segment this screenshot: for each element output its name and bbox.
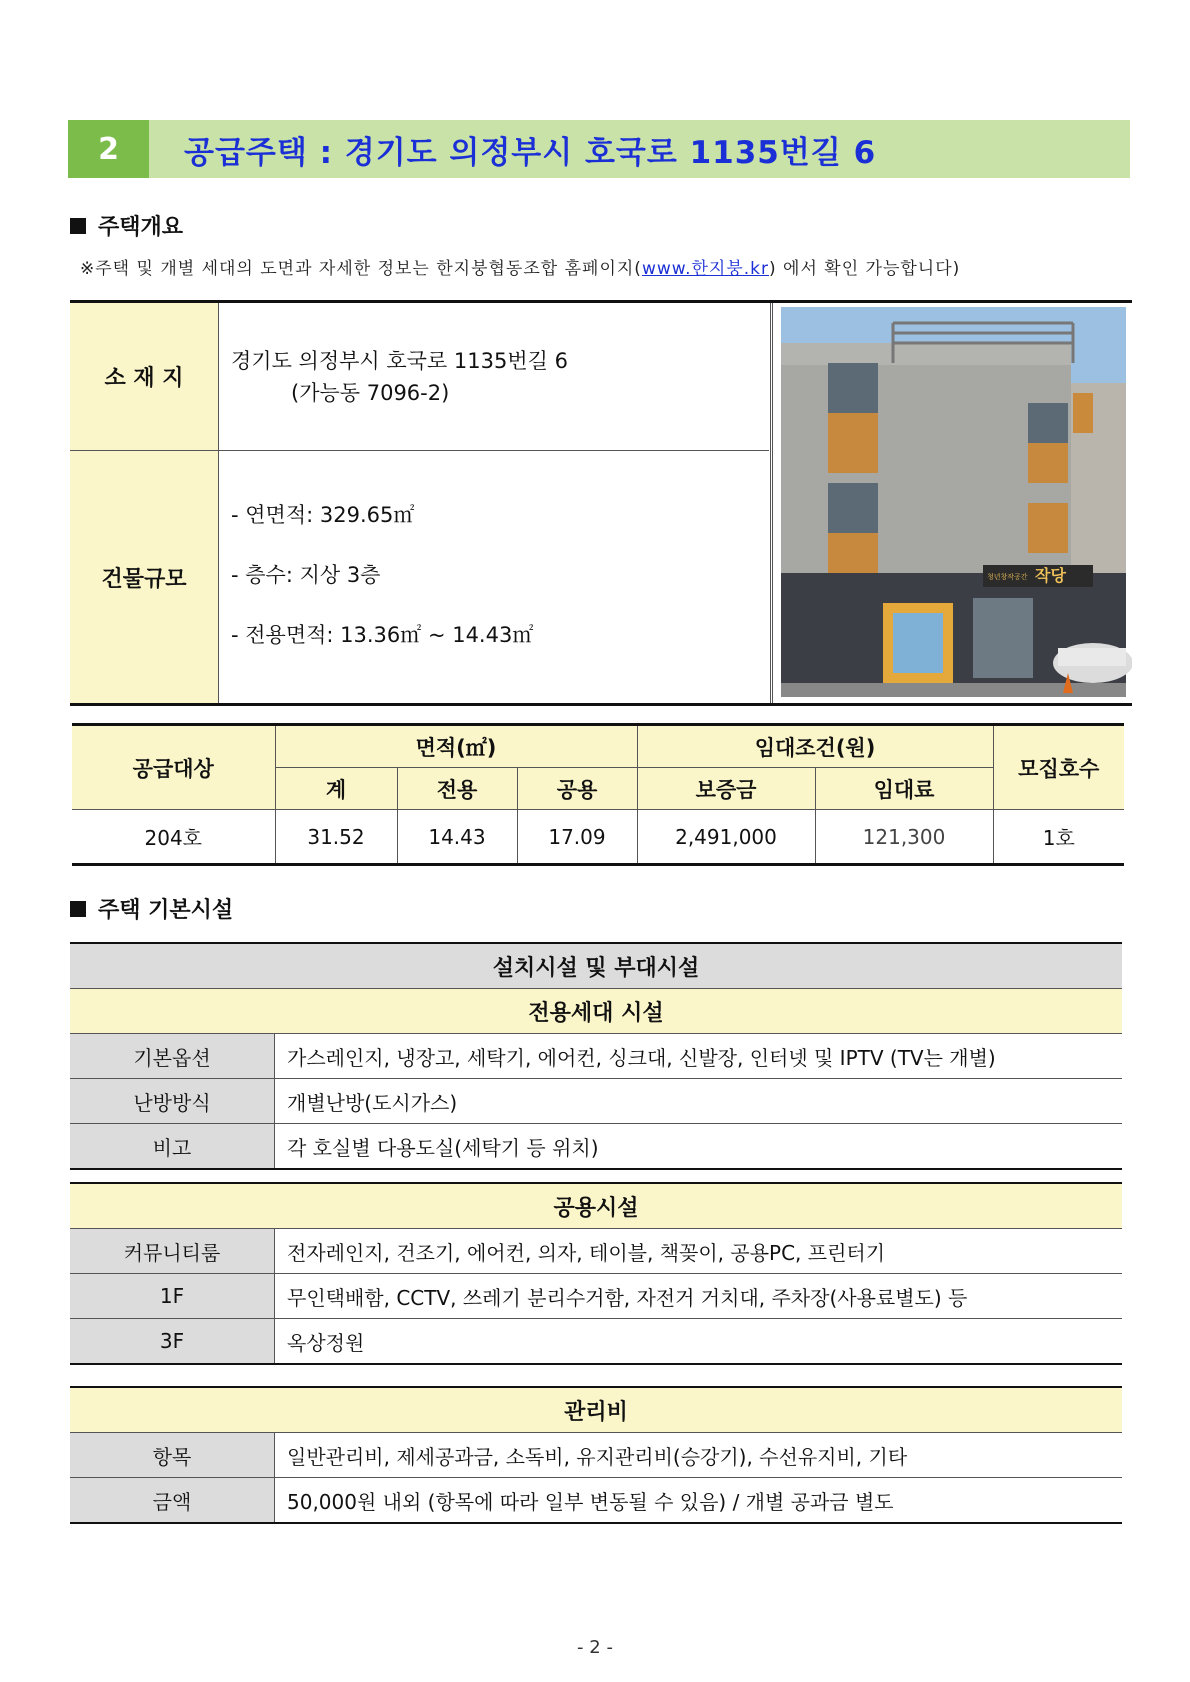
management-fee-title: 관리비 [70, 1387, 1122, 1433]
header-recruit-count: 모집호수 [993, 725, 1124, 810]
scale-item-floors: - 층수: 지상 3층 [231, 563, 381, 587]
row-value: 50,000원 내외 (항목에 따라 일부 변동될 수 있음) / 개별 공과금 별도 [275, 1478, 1123, 1524]
table-row [70, 1433, 1122, 1478]
facility-heading [70, 893, 233, 924]
management-fee-table [70, 1386, 1122, 1524]
table-row [70, 1274, 1122, 1319]
location-value [219, 303, 769, 451]
table-row [70, 1478, 1122, 1524]
table-row [72, 810, 1124, 865]
row-value: 가스레인지, 냉장고, 세탁기, 에어컨, 싱크대, 신발장, 인터넷 및 IPTV (TV는 개별) [275, 1034, 1123, 1079]
location-line1: 경기도 의정부시 호국로 1135번길 6 [231, 349, 568, 373]
building-photo-illustration [773, 303, 1132, 703]
section-number: 2 [68, 120, 149, 178]
table-row [70, 1034, 1122, 1079]
shop-sign-small-text: 청년창작공간 [987, 573, 1028, 581]
scale-item-area: - 연면적: 329.65㎡ [231, 503, 415, 527]
overview-box [70, 300, 1132, 706]
row-value: 옥상정원 [275, 1319, 1123, 1365]
table-row [70, 1229, 1122, 1274]
cell-area-exclusive: 14.43 [397, 810, 517, 865]
header-area-total: 계 [275, 768, 397, 810]
header-supply-target: 공급대상 [72, 725, 275, 810]
table-row [70, 1079, 1122, 1124]
overview-heading-text: 주택개요 [98, 215, 184, 240]
header-rent-conditions: 임대조건(원) [637, 725, 993, 768]
row-key: 금액 [70, 1478, 275, 1524]
location-label: 소 재 지 [70, 303, 219, 451]
private-facility-title: 전용세대 시설 [70, 989, 1122, 1034]
private-facility-table [70, 942, 1122, 1170]
cell-deposit: 2,491,000 [637, 810, 815, 865]
homepage-link[interactable]: www.한지붕.kr [641, 259, 769, 279]
square-bullet-icon [70, 218, 86, 234]
row-value: 개별난방(도시가스) [275, 1079, 1123, 1124]
row-value: 무인택배함, CCTV, 쓰레기 분리수거함, 자전거 거치대, 주차장(사용료별도) 등 [275, 1274, 1123, 1319]
cell-monthly-rent: 121,300 [815, 810, 993, 865]
info-note [80, 254, 960, 279]
table-row [70, 1319, 1122, 1365]
facility-heading-text: 주택 기본시설 [98, 898, 234, 923]
cell-recruit-count: 1호 [993, 810, 1124, 865]
header-monthly-rent: 임대료 [815, 768, 993, 810]
table-row [70, 1124, 1122, 1170]
row-key: 항목 [70, 1433, 275, 1478]
overview-heading [70, 210, 183, 241]
common-facility-table [70, 1182, 1122, 1365]
note-suffix: ) 에서 확인 가능합니다) [769, 259, 961, 279]
shop-sign-text: 작당 [1035, 566, 1066, 585]
scale-item-exclusive-area: - 전용면적: 13.36㎡ ~ 14.43㎡ [231, 623, 534, 647]
building-scale-value [219, 451, 769, 703]
row-key: 커뮤니티룸 [70, 1229, 275, 1274]
square-bullet-icon [70, 901, 86, 917]
row-value: 일반관리비, 제세공과금, 소독비, 유지관리비(승강기), 수선유지비, 기타 [275, 1433, 1123, 1478]
row-key: 비고 [70, 1124, 275, 1170]
row-key: 기본옵션 [70, 1034, 275, 1079]
building-photo [770, 303, 1135, 703]
location-line2: (가능동 7096-2) [291, 381, 450, 405]
header-area-exclusive: 전용 [397, 768, 517, 810]
cell-area-common: 17.09 [517, 810, 637, 865]
row-key: 3F [70, 1319, 275, 1365]
header-area-common: 공용 [517, 768, 637, 810]
title-banner [68, 120, 1130, 178]
header-deposit: 보증금 [637, 768, 815, 810]
building-scale-label: 건물규모 [70, 451, 219, 703]
page-number: - 2 - [577, 1637, 613, 1658]
common-facility-title: 공용시설 [70, 1183, 1122, 1229]
supply-table [72, 723, 1124, 866]
note-prefix: ※주택 및 개별 세대의 도면과 자세한 정보는 한지붕협동조합 홈페이지( [80, 259, 642, 279]
cell-unit: 204호 [72, 810, 275, 865]
row-key: 1F [70, 1274, 275, 1319]
header-area: 면적(㎡) [275, 725, 637, 768]
facility-table-title: 설치시설 및 부대시설 [70, 943, 1122, 989]
row-value: 각 호실별 다용도실(세탁기 등 위치) [275, 1124, 1123, 1170]
cell-area-total: 31.52 [275, 810, 397, 865]
page-title: 공급주택 : 경기도 의정부시 호국로 1135번길 6 [184, 134, 877, 171]
row-value: 전자레인지, 건조기, 에어컨, 의자, 테이블, 책꽂이, 공용PC, 프린터기 [275, 1229, 1123, 1274]
row-key: 난방방식 [70, 1079, 275, 1124]
